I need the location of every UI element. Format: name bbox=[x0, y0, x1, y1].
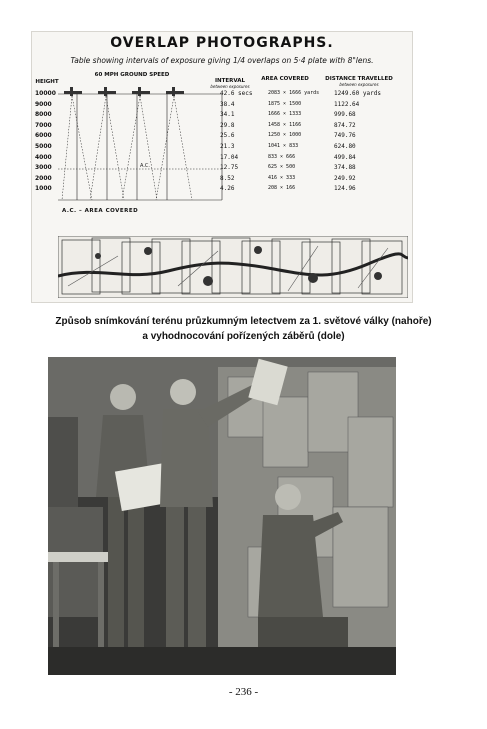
area-cell: 1041 × 833 bbox=[268, 142, 299, 149]
area-cell: 1875 × 1500 bbox=[268, 100, 302, 107]
distance-cell: 874.72 bbox=[334, 121, 356, 129]
distance-cell: 624.80 bbox=[334, 142, 356, 150]
height-cell: 6000 bbox=[35, 132, 52, 140]
page-number: - 236 - bbox=[228, 686, 259, 698]
area-cell: 2083 × 1666 yards bbox=[268, 90, 320, 96]
distance-cell: 749.76 bbox=[334, 132, 356, 140]
caption-line-1: Způsob snímkování terénu průzkumným letectvem za 1. světové války (nahoře) bbox=[55, 316, 432, 327]
speed-header: 60 MPH GROUND SPEED bbox=[94, 72, 170, 78]
historical-photo bbox=[48, 357, 396, 675]
height-header: HEIGHT bbox=[35, 79, 59, 85]
height-cell: 3000 bbox=[35, 164, 52, 172]
overlap-photographs-figure bbox=[31, 31, 413, 303]
distance-subheader: between exposures bbox=[339, 82, 379, 87]
height-cell: 8000 bbox=[35, 111, 52, 119]
distance-cell: 124.96 bbox=[334, 185, 356, 193]
interval-cell: 25.6 bbox=[220, 132, 235, 140]
distance-cell: 1122.64 bbox=[334, 100, 360, 108]
area-cell: 625 × 500 bbox=[268, 164, 296, 171]
area-header: AREA COVERED bbox=[261, 76, 309, 82]
distance-cell: 1249.60 yards bbox=[334, 90, 381, 97]
interval-cell: 8.52 bbox=[220, 174, 235, 182]
distance-cell: 249.92 bbox=[334, 174, 356, 182]
area-covered-note: A.C. – AREA COVERED bbox=[62, 208, 139, 214]
interval-cell: 21.3 bbox=[220, 142, 235, 150]
height-cell: 7000 bbox=[35, 121, 52, 129]
height-cell: 10000 bbox=[35, 90, 56, 97]
caption-line-2: a vyhodnocování pořízených záběrů (dole) bbox=[142, 331, 345, 342]
area-cell: 833 × 666 bbox=[268, 153, 296, 160]
interval-cell: 38.4 bbox=[220, 100, 235, 108]
height-cell: 1000 bbox=[35, 185, 52, 193]
distance-cell: 999.68 bbox=[334, 111, 356, 119]
interval-header-text: INTERVAL bbox=[214, 78, 246, 84]
figure-caption bbox=[20, 314, 467, 344]
interval-subheader: between exposures bbox=[210, 84, 250, 89]
distance-cell: 374.88 bbox=[334, 164, 356, 172]
ac-marker: A.C. bbox=[140, 163, 151, 169]
interval-cell: 17.04 bbox=[220, 153, 239, 161]
overlapping-map-strip bbox=[58, 236, 408, 298]
interval-cell: 12.75 bbox=[220, 164, 239, 172]
area-cell: 208 × 166 bbox=[268, 185, 296, 192]
distance-header-text: DISTANCE TRAVELLED bbox=[325, 76, 393, 82]
interval-column bbox=[220, 90, 253, 196]
interval-cell: 42.6 secs bbox=[220, 90, 253, 97]
figure-subtitle: Table showing intervals of exposure giving 1/4 overlaps on 5·4 plate with 8"lens. bbox=[70, 56, 374, 65]
distance-column bbox=[334, 90, 381, 196]
figure-title: OVERLAP PHOTOGRAPHS. bbox=[110, 35, 334, 51]
area-cell: 1458 × 1166 bbox=[268, 121, 302, 128]
height-cell: 9000 bbox=[35, 100, 52, 108]
height-cell: 2000 bbox=[35, 174, 52, 182]
distance-cell: 499.84 bbox=[334, 153, 356, 161]
area-cell: 416 × 333 bbox=[268, 174, 296, 181]
area-cell: 1250 × 1000 bbox=[268, 132, 302, 139]
area-column bbox=[268, 90, 319, 196]
interval-cell: 34.1 bbox=[220, 111, 235, 119]
interval-cell: 29.8 bbox=[220, 121, 235, 129]
height-cell: 4000 bbox=[35, 153, 52, 161]
area-cell: 1666 × 1333 bbox=[268, 111, 302, 118]
interval-cell: 4.26 bbox=[220, 185, 235, 193]
height-column bbox=[35, 90, 59, 196]
height-cell: 5000 bbox=[35, 142, 52, 150]
